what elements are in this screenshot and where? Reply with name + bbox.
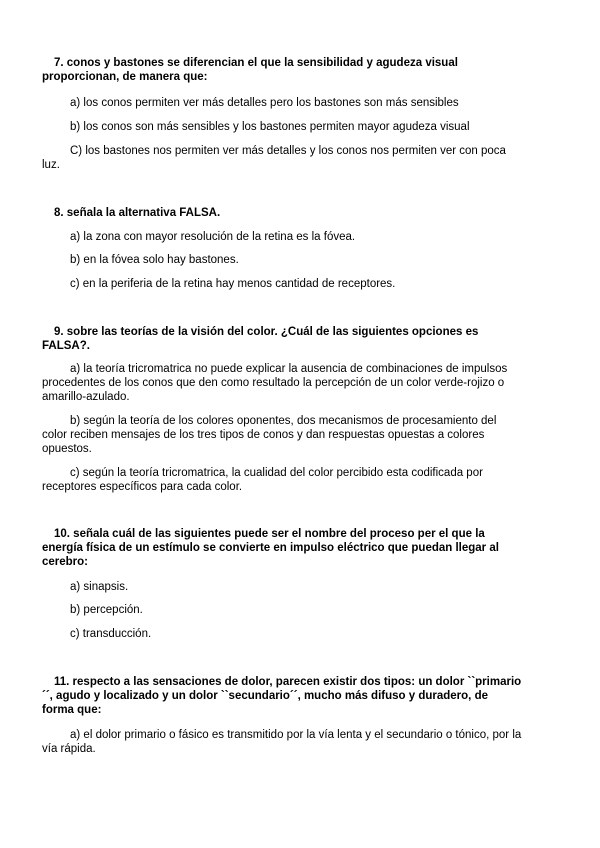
question-10-option-a: a) sinapsis.	[70, 581, 129, 593]
question-9-option-b: b) según la teoría de los colores oponentes, dos mecanismos de procesamiento del color reciben mensajes de los tres tipos de conos y dan respuestas opuestas a colores opuestos.	[42, 415, 497, 455]
question-10: 10. señala cuál de las siguientes puede ser el nombre del proceso per el que la energía física de un estímulo se convierte en impulso eléctrico que puedan llegar al cerebro:	[42, 528, 499, 568]
question-7-option-c: C) los bastones nos permiten ver más detalles y los conos nos permiten ver con poca luz.	[42, 145, 506, 171]
question-9-option-c: c) según la teoría tricromatrica, la cualidad del color percibido esta codificada por receptores específicos para cada color.	[42, 467, 483, 493]
question-7-option-a: a) los conos permiten ver más detalles pero los bastones son más sensibles	[70, 97, 459, 109]
question-10-option-c: c) transducción.	[70, 628, 152, 640]
question-7-option-b: b) los conos son más sensibles y los bastones permiten mayor agudeza visual	[70, 121, 470, 133]
question-11-option-a: a) el dolor primario o fásico es transmitido por la vía lenta y el secundario o tónico, por la vía rápida.	[42, 729, 522, 755]
question-10-option-b: b) percepción.	[70, 604, 143, 616]
question-8: 8. señala la alternativa FALSA.	[54, 207, 221, 219]
question-9: 9. sobre las teorías de la visión del color. ¿Cuál de las siguientes opciones es FALSA?.	[42, 326, 479, 352]
question-8-option-c: c) en la periferia de la retina hay menos cantidad de receptores.	[70, 278, 396, 290]
question-7: 7. conos y bastones se diferencian el que la sensibilidad y agudeza visual proporcionan, de manera que:	[42, 57, 458, 83]
question-8-option-a: a) la zona con mayor resolución de la retina es la fóvea.	[70, 231, 356, 243]
question-9-option-a: a) la teoría tricromatrica no puede explicar la ausencia de combinaciones de impulsos procedentes de los conos que den como resultado la percepción de un color verde-rojizo o amarillo-azulado.	[42, 363, 508, 403]
question-8-option-b: b) en la fóvea solo hay bastones.	[70, 254, 239, 266]
question-11: 11. respecto a las sensaciones de dolor, parecen existir dos tipos: un dolor ``primario´´, agudo y localizado y un dolor ``secundario´´, mucho más difuso y duradero, de forma que:	[42, 676, 522, 716]
